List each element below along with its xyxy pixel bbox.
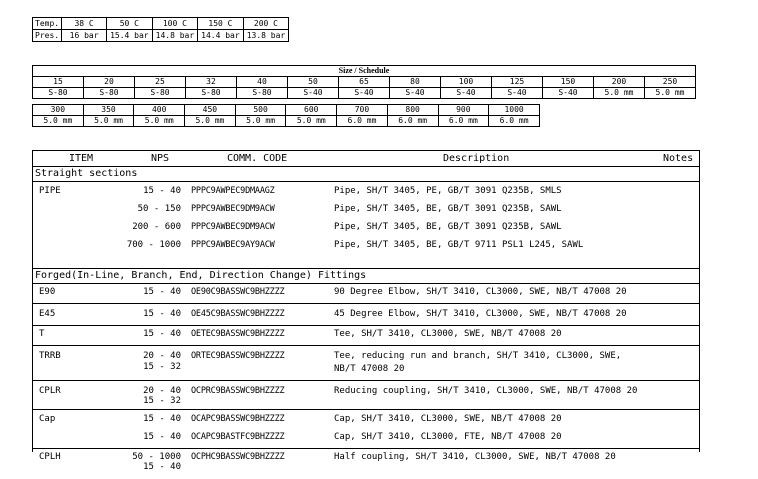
header-item: ITEM <box>69 153 94 164</box>
size-cell: 100 <box>441 77 492 88</box>
size-schedule-table <box>32 65 696 99</box>
nps-range: 15 - 40 <box>143 414 181 424</box>
item-name: Cap <box>39 414 56 424</box>
description: Pipe, SH/T 3405, BE, GB/T 9711 PSL1 L245, SAWL <box>334 240 584 250</box>
table-row-pipe <box>33 182 699 269</box>
header-nps: NPS <box>151 153 170 164</box>
size-cell: 600 <box>286 105 337 116</box>
temp-cell: 150 C <box>198 18 244 30</box>
schedule-cell: 5.0 mm <box>134 116 185 127</box>
schedule-cell: S-80 <box>237 88 288 99</box>
nps-range: 15 - 32 <box>143 396 181 406</box>
size-cell: 300 <box>33 105 84 116</box>
nps-range: 200 - 600 <box>132 222 181 232</box>
size-cell: 65 <box>339 77 390 88</box>
section-title: Straight sections <box>35 168 138 179</box>
comm-code: PPPC9AWBEC9DM9ACW <box>191 204 275 214</box>
nps-range: 15 - 40 <box>143 329 181 339</box>
size-schedule-title: Size / Schedule <box>33 66 696 77</box>
size-cell: 700 <box>337 105 388 116</box>
section-forged <box>33 269 699 284</box>
size-cell: 1000 <box>489 105 540 116</box>
schedule-cell: S-40 <box>288 88 339 99</box>
pres-label: Pres. <box>33 30 62 42</box>
schedule-cell: S-40 <box>492 88 543 99</box>
item-name: CPLR <box>39 386 61 396</box>
pressure-row <box>33 30 289 42</box>
comm-code: PPPC9AWPEC9DMAAGZ <box>191 186 275 196</box>
table-header-row <box>33 151 699 167</box>
size-cell: 250 <box>645 77 696 88</box>
size-cell: 25 <box>135 77 186 88</box>
nps-range: 15 - 40 <box>143 186 181 196</box>
item-name: E90 <box>39 287 56 297</box>
pressure-cell: 16 bar <box>62 30 107 42</box>
size-cell: 450 <box>185 105 236 116</box>
comm-code: OCPHC9BASSWC9BHZZZZ <box>191 452 285 462</box>
size-cell: 40 <box>237 77 288 88</box>
comm-code: ORTEC9BASSWC9BHZZZZ <box>191 351 285 361</box>
temp-cell: 200 C <box>243 18 289 30</box>
description: 45 Degree Elbow, SH/T 3410, CL3000, SWE, NB/T 47008 20 <box>334 309 627 319</box>
table-row-e45 <box>33 304 699 326</box>
schedule-cell: S-40 <box>543 88 594 99</box>
schedule-cell: S-80 <box>135 88 186 99</box>
header-comm-code: COMM. CODE <box>227 153 288 164</box>
schedule-cell: S-40 <box>339 88 390 99</box>
pressure-cell: 13.8 bar <box>243 30 289 42</box>
section-title: Forged(In-Line, Branch, End, Direction Change) Fittings <box>35 270 367 281</box>
size-cell: 400 <box>134 105 185 116</box>
pressure-cell: 14.8 bar <box>152 30 198 42</box>
comm-code: OETEC9BASSWC9BHZZZZ <box>191 329 285 339</box>
schedule-cell: S-40 <box>441 88 492 99</box>
comm-code: OCAPC9BASTFC9BHZZZZ <box>191 432 285 442</box>
description: Half coupling, SH/T 3410, CL3000, SWE, NB/T 47008 20 <box>334 452 616 462</box>
pressure-cell: 15.4 bar <box>107 30 153 42</box>
description: Pipe, SH/T 3405, BE, GB/T 3091 Q235B, SAWL <box>334 204 562 214</box>
temp-cell: 50 C <box>107 18 153 30</box>
table-row-e90 <box>33 284 699 304</box>
nps-range: 15 - 40 <box>143 309 181 319</box>
nps-range: 15 - 40 <box>143 432 181 442</box>
description: Tee, reducing run and branch, SH/T 3410, CL3000, SWE, <box>334 351 622 361</box>
comm-code: OE90C9BASSWC9BHZZZZ <box>191 287 285 297</box>
schedule-cell: S-80 <box>186 88 237 99</box>
header-notes: Notes <box>663 153 694 164</box>
size-cell: 50 <box>288 77 339 88</box>
description: Reducing coupling, SH/T 3410, CL3000, SWE, NB/T 47008 20 <box>334 386 638 396</box>
size-row <box>33 105 540 116</box>
table-row-tee <box>33 326 699 346</box>
comm-code: PPPC9AWBEC9DM9ACW <box>191 222 275 232</box>
table-row-cplr <box>33 381 699 410</box>
item-name: E45 <box>39 309 56 319</box>
schedule-cell: 5.0 mm <box>33 116 84 127</box>
schedule-cell: 6.0 mm <box>337 116 388 127</box>
description: Pipe, SH/T 3405, PE, GB/T 3091 Q235B, SMLS <box>334 186 562 196</box>
schedule-cell: 6.0 mm <box>489 116 540 127</box>
nps-range: 15 - 40 <box>143 462 181 472</box>
table-row-trrb <box>33 346 699 381</box>
temp-cell: 38 C <box>62 18 107 30</box>
comm-code: PPPC9AWBEC9AY9ACW <box>191 240 275 250</box>
schedule-cell: 5.0 mm <box>286 116 337 127</box>
item-name: CPLH <box>39 452 61 462</box>
schedule-cell: 6.0 mm <box>387 116 438 127</box>
temp-cell: 100 C <box>152 18 198 30</box>
size-cell: 80 <box>390 77 441 88</box>
schedule-cell: S-80 <box>33 88 84 99</box>
table-row-cap <box>33 410 699 449</box>
size-cell: 800 <box>387 105 438 116</box>
item-name: T <box>39 329 45 339</box>
pressure-cell: 14.4 bar <box>198 30 244 42</box>
temperature-row <box>33 18 289 30</box>
size-cell: 350 <box>83 105 134 116</box>
section-straight <box>33 167 699 182</box>
size-cell: 15 <box>33 77 84 88</box>
schedule-cell: 5.0 mm <box>83 116 134 127</box>
description: Tee, SH/T 3410, CL3000, SWE, NB/T 47008 20 <box>334 329 562 339</box>
nps-range: 15 - 40 <box>143 287 181 297</box>
size-cell: 900 <box>438 105 489 116</box>
schedule-cell: 5.0 mm <box>645 88 696 99</box>
nps-range: 20 - 40 <box>143 351 181 361</box>
schedule-cell: 5.0 mm <box>594 88 645 99</box>
description: Cap, SH/T 3410, CL3000, SWE, NB/T 47008 20 <box>334 414 562 424</box>
nps-range: 15 - 32 <box>143 362 181 372</box>
size-cell: 150 <box>543 77 594 88</box>
size-schedule-title-row <box>33 66 696 77</box>
size-row <box>33 77 696 88</box>
schedule-cell: S-40 <box>390 88 441 99</box>
description: Cap, SH/T 3410, CL3000, FTE, NB/T 47008 20 <box>334 432 562 442</box>
header-description: Description <box>443 153 510 164</box>
size-cell: 125 <box>492 77 543 88</box>
nps-range: 50 - 150 <box>137 204 181 214</box>
pressure-temperature-table <box>32 17 289 42</box>
schedule-cell: 5.0 mm <box>185 116 236 127</box>
size-cell: 500 <box>235 105 286 116</box>
description: Pipe, SH/T 3405, BE, GB/T 3091 Q235B, SAWL <box>334 222 562 232</box>
size-cell: 20 <box>84 77 135 88</box>
schedule-row <box>33 88 696 99</box>
schedule-cell: 5.0 mm <box>235 116 286 127</box>
comm-code: OE45C9BASSWC9BHZZZZ <box>191 309 285 319</box>
size-cell: 32 <box>186 77 237 88</box>
table-row-cplh <box>33 449 699 479</box>
piping-class-table <box>32 150 700 472</box>
nps-range: 50 - 1000 <box>132 452 181 462</box>
nps-range: 700 - 1000 <box>126 240 181 250</box>
nps-range: 20 - 40 <box>143 386 181 396</box>
size-schedule-table-continued <box>32 104 540 127</box>
description: 90 Degree Elbow, SH/T 3410, CL3000, SWE, NB/T 47008 20 <box>334 287 627 297</box>
temp-label: Temp. <box>33 18 62 30</box>
comm-code: OCPRC9BASSWC9BHZZZZ <box>191 386 285 396</box>
schedule-cell: S-80 <box>84 88 135 99</box>
item-name: TRRB <box>39 351 61 361</box>
description: NB/T 47008 20 <box>334 364 405 374</box>
schedule-cell: 6.0 mm <box>438 116 489 127</box>
size-cell: 200 <box>594 77 645 88</box>
schedule-row <box>33 116 540 127</box>
item-name: PIPE <box>39 186 61 196</box>
comm-code: OCAPC9BASSWC9BHZZZZ <box>191 414 285 424</box>
